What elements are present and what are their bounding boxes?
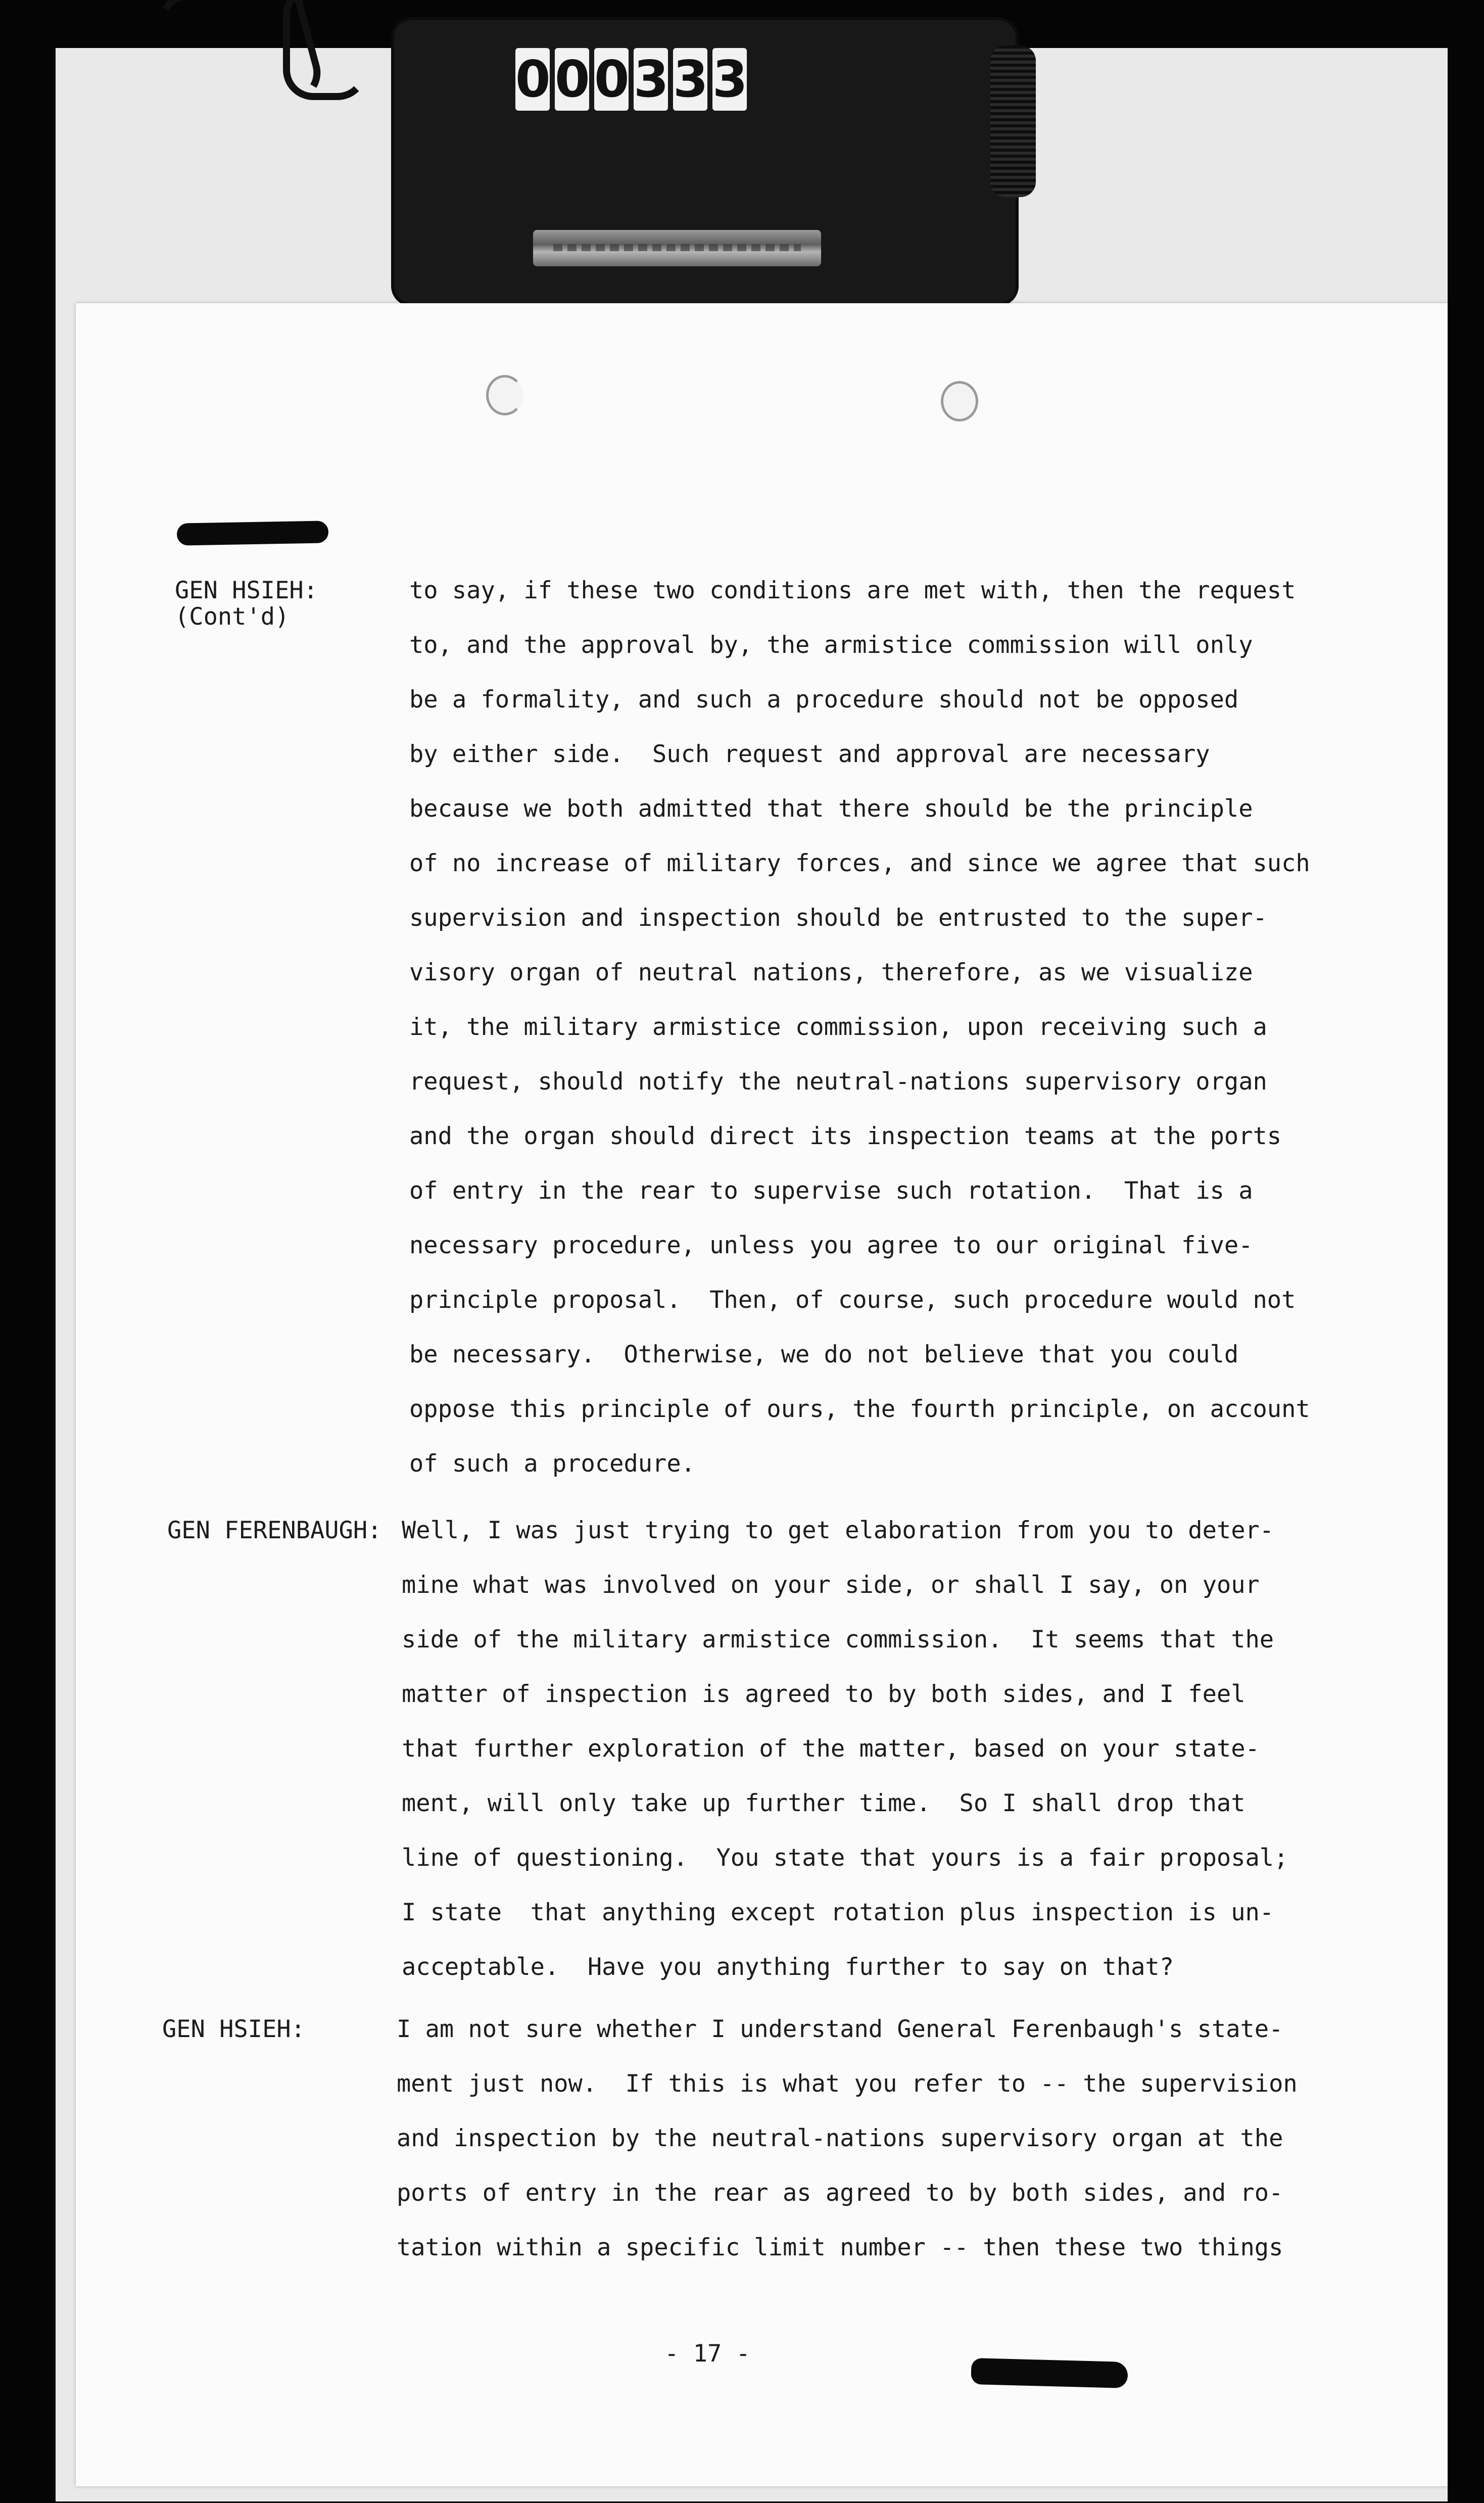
text-line: acceptable. Have you anything further to say on that? bbox=[402, 1953, 1174, 1981]
text-line: tation within a specific limit number -- then these two things bbox=[397, 2234, 1283, 2261]
text-line: supervision and inspection should be entrusted to the super- bbox=[409, 904, 1267, 932]
text-line: I state that anything except rotation plus inspection is un- bbox=[402, 1899, 1274, 1926]
speech-text bbox=[397, 2016, 1382, 2289]
counter-digit: 0 bbox=[555, 48, 589, 111]
counter-digit: 3 bbox=[673, 48, 707, 111]
text-line: side of the military armistice commission. It seems that the bbox=[402, 1626, 1274, 1654]
text-line: request, should notify the neutral-nations supervisory organ bbox=[409, 1068, 1267, 1096]
speaker-label: GEN FERENBAUGH: bbox=[167, 1517, 382, 1544]
text-line: be necessary. Otherwise, we do not believe that you could bbox=[409, 1341, 1239, 1368]
counter-digit: 0 bbox=[594, 48, 629, 111]
punch-hole bbox=[941, 381, 978, 421]
text-line: visory organ of neutral nations, therefore, as we visualize bbox=[409, 959, 1253, 986]
punch-hole bbox=[486, 375, 523, 415]
text-line: ment just now. If this is what you refer to -- the supervision bbox=[397, 2070, 1298, 2098]
frame-counter-digits bbox=[515, 48, 747, 114]
text-line: principle proposal. Then, of course, such procedure would not bbox=[409, 1286, 1296, 1314]
text-line: line of questioning. You state that yours is a fair proposal; bbox=[402, 1844, 1288, 1872]
counter-knob bbox=[990, 45, 1036, 197]
counter-cable bbox=[283, 0, 368, 100]
document-page bbox=[76, 303, 1448, 2486]
speaker-label: GEN HSIEH: bbox=[162, 2015, 305, 2043]
counter-digit: 3 bbox=[712, 48, 747, 111]
text-line: and inspection by the neutral-nations supervisory organ at the bbox=[397, 2124, 1283, 2152]
classification-redaction bbox=[177, 521, 329, 545]
text-line: ports of entry in the rear as agreed to by both sides, and ro- bbox=[397, 2179, 1283, 2207]
counter-digit: 0 bbox=[515, 48, 550, 111]
text-line: it, the military armistice commission, upon receiving such a bbox=[409, 1013, 1267, 1041]
text-line: be a formality, and such a procedure should not be opposed bbox=[409, 686, 1239, 714]
text-line: Well, I was just trying to get elaboration from you to deter- bbox=[402, 1517, 1274, 1544]
continued-marker: (Cont'd) bbox=[175, 603, 290, 631]
counter-digit: 3 bbox=[634, 48, 668, 111]
text-line: by either side. Such request and approval are necessary bbox=[409, 740, 1210, 768]
text-line: oppose this principle of ours, the fourth principle, on account bbox=[409, 1395, 1310, 1423]
page-number: - 17 - bbox=[664, 2340, 750, 2368]
text-line: that further exploration of the matter, based on your state- bbox=[402, 1735, 1260, 1763]
text-line: because we both admitted that there should be the principle bbox=[409, 795, 1253, 823]
classification-redaction bbox=[971, 2358, 1128, 2388]
text-line: of such a procedure. bbox=[409, 1450, 695, 1478]
text-line: to, and the approval by, the armistice commission will only bbox=[409, 631, 1253, 659]
text-line: I am not sure whether I understand General Ferenbaugh's state- bbox=[397, 2015, 1283, 2043]
speaker-label: GEN HSIEH: (Cont'd) bbox=[175, 578, 463, 630]
text-line: to say, if these two conditions are met with, then the request bbox=[409, 577, 1296, 604]
text-line: of entry in the rear to supervise such rotation. That is a bbox=[409, 1177, 1253, 1205]
text-line: necessary procedure, unless you agree to our original five- bbox=[409, 1232, 1253, 1259]
speech-text bbox=[409, 578, 1395, 1505]
text-line: mine what was involved on your side, or shall I say, on your bbox=[402, 1571, 1260, 1599]
speech-text bbox=[402, 1518, 1387, 2009]
counter-nameplate bbox=[533, 230, 821, 266]
text-line: of no increase of military forces, and since we agree that such bbox=[409, 849, 1310, 877]
text-line: and the organ should direct its inspection teams at the ports bbox=[409, 1122, 1282, 1150]
text-line: ment, will only take up further time. So I shall drop that bbox=[402, 1789, 1246, 1817]
text-line: matter of inspection is agreed to by both sides, and I feel bbox=[402, 1680, 1246, 1708]
